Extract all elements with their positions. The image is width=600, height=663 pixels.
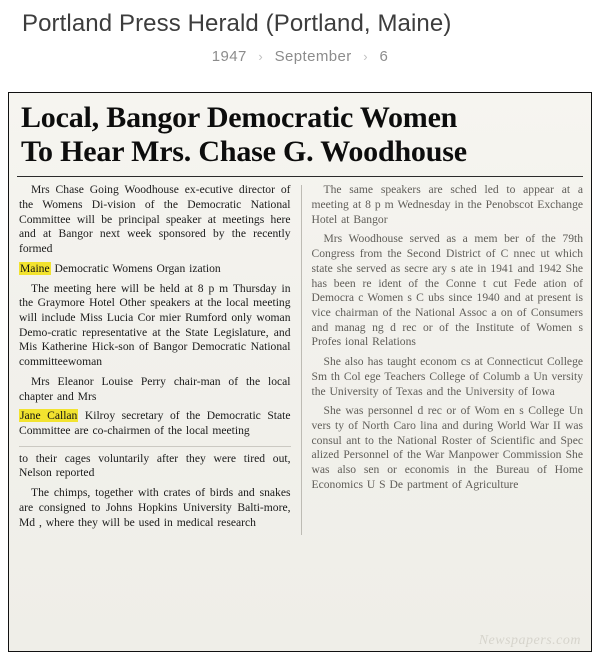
paragraph-text: Democratic Womens Organ ization bbox=[54, 261, 221, 275]
article-column-right bbox=[312, 183, 584, 535]
headline-line-1: Local, Bangor Democratic Women bbox=[21, 101, 458, 134]
highlight-jane-callan: Jane Callan bbox=[20, 409, 78, 423]
paragraph: The same speakers are sched led to appear at a meeting at 8 p m Wednesday in the Penobscot Exchange Hotel at Bangor bbox=[311, 183, 584, 226]
paragraph: The chimps, together with crates of birds and snakes are consigned to Johns Hopkins University Balti-more, Md , where they will be used in medical research bbox=[19, 486, 291, 529]
highlight-maine: Maine bbox=[20, 261, 50, 275]
column-divider bbox=[301, 185, 302, 535]
adjacent-article-fragment bbox=[19, 446, 291, 531]
breadcrumb-separator-icon: › bbox=[363, 48, 368, 64]
article-headline bbox=[9, 93, 591, 172]
clipping-frame[interactable] bbox=[8, 92, 592, 652]
paragraph-with-highlight bbox=[19, 262, 291, 277]
article-columns bbox=[9, 177, 591, 535]
breadcrumb-year[interactable]: 1947 bbox=[211, 47, 247, 65]
paragraph: The meeting here will be held at 8 p m Thursday in the Graymore Hotel Other speakers at the local meeting will include Miss Lucia Cor mier Rumford only woman Demo-cratic representative at the State Legislature, and Mis Katherine Hick-son of Bangor Democratic National committeewoman bbox=[19, 281, 291, 369]
watermark: Newspapers.com bbox=[478, 633, 581, 648]
breadcrumb-month[interactable]: September bbox=[274, 47, 352, 65]
paragraph-with-highlight bbox=[19, 409, 291, 438]
headline-line-2: To Hear Mrs. Chase G. Woodhouse bbox=[21, 134, 467, 168]
paragraph: Mrs Woodhouse served as a mem ber of the 79th Congress from the Second District of C nnec ut which state she served as secre ary s ate in 1941 and 1942 She has been re ident of the Conne t cut Fede ation of Democra c Women s C ubs since 1940 and at present is vice chairman of the National Assoc a on of Consumers and manag ng d rec or of the Institute of Women s Profes ional Relations bbox=[311, 232, 584, 349]
paragraph: She was personnel d rec or of Wom en s College Un vers ty of North Caro lina and during World War II was consul ant to the National Roster of Scientific and Spec alized Personnel of the War Manpower Commission She was also sen or economis in the Bureau of Home Economics U S De partment of Agriculture bbox=[311, 404, 584, 491]
paragraph: Mrs Eleanor Louise Perry chair-man of the local chapter and Mrs bbox=[19, 374, 291, 403]
page-header bbox=[0, 0, 600, 65]
publication-title: Portland Press Herald (Portland, Maine) bbox=[22, 10, 452, 37]
paragraph-text: Kilroy secretary of the Democratic State Committee are co-chairmen of the local meeting bbox=[19, 409, 291, 437]
breadcrumb bbox=[0, 48, 600, 65]
clipping-image bbox=[9, 93, 591, 651]
breadcrumb-day[interactable]: 6 bbox=[379, 47, 389, 65]
paragraph: to their cages voluntarily after they were tired out, Nelson reported bbox=[19, 451, 291, 480]
paragraph: She also has taught econom cs at Connecticut College Sm th Col ege Teachers College of Columb a Un versity the University of Texas and the University of Iowa bbox=[311, 355, 584, 398]
article-column-left bbox=[19, 183, 291, 535]
paragraph: Mrs Chase Going Woodhouse ex-ecutive director of the Womens Di-vision of the Democratic National Committee will be principal speaker at meetings here and at Bangor next week sponsored by the recently formed bbox=[19, 183, 291, 256]
footer-spacer bbox=[0, 652, 600, 663]
breadcrumb-separator-icon: › bbox=[258, 48, 264, 64]
